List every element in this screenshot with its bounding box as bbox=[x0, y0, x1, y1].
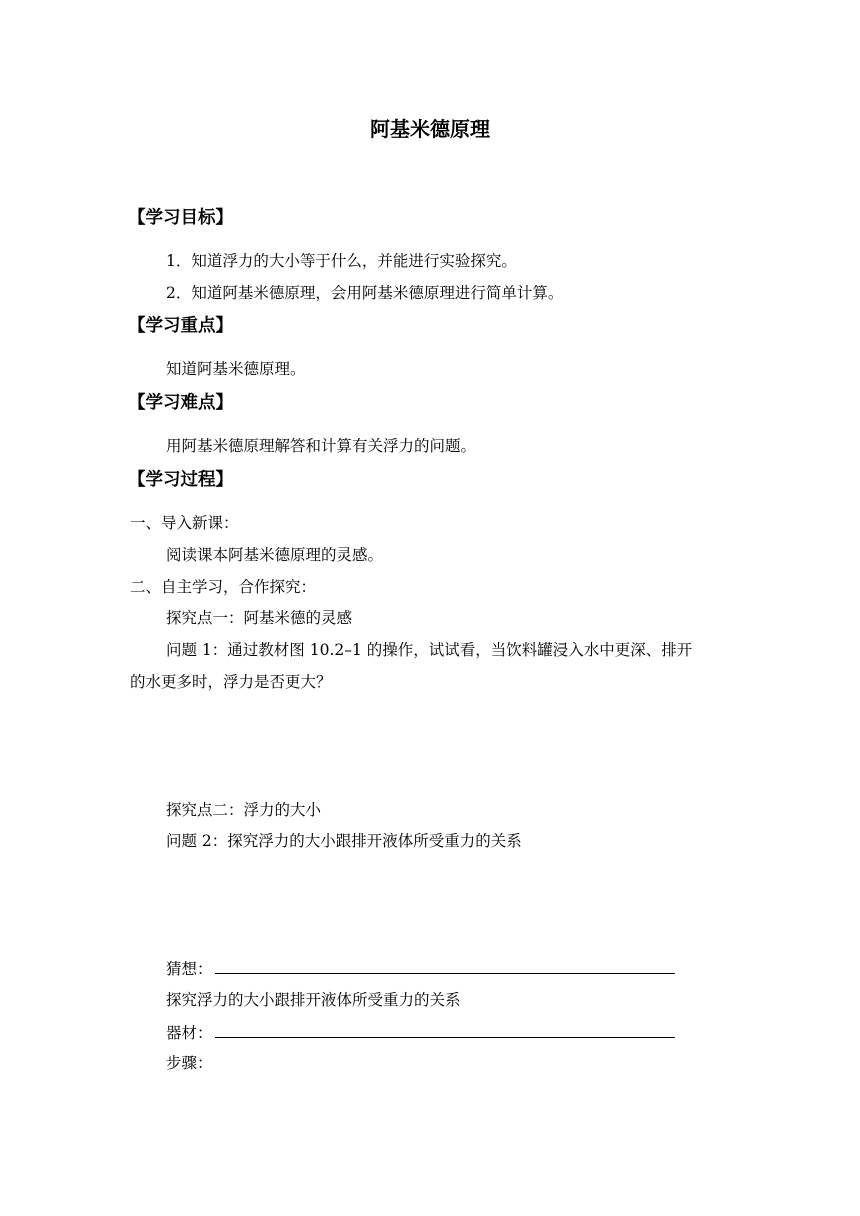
part2-title: 二、自主学习，合作探究： bbox=[130, 578, 317, 596]
steps-label: 步骤： bbox=[166, 1054, 213, 1072]
question-2-repeat: 探究浮力的大小跟排开液体所受重力的关系 bbox=[166, 991, 461, 1009]
equipment-label: 器材： bbox=[166, 1024, 213, 1042]
difficulty-heading: 【学习难点】 bbox=[128, 393, 233, 413]
goals-heading: 【学习目标】 bbox=[128, 208, 233, 228]
question-2: 问题 2：探究浮力的大小跟排开液体所受重力的关系 bbox=[166, 832, 522, 850]
guess-label: 猜想： bbox=[166, 960, 213, 978]
process-heading: 【学习过程】 bbox=[128, 470, 233, 490]
inquiry-point-1: 探究点一：阿基米德的灵感 bbox=[166, 609, 353, 627]
question-1-line-1: 问题 1：通过教材图 10.2–1 的操作，试试看，当饮料罐浸入水中更深、排开 bbox=[166, 641, 693, 659]
question-1-line-2: 的水更多时，浮力是否更大？ bbox=[130, 673, 332, 691]
goal-item-2: 2．知道阿基米德原理，会用阿基米德原理进行简单计算。 bbox=[166, 284, 564, 302]
equipment-line bbox=[166, 1022, 675, 1043]
difficulty-text: 用阿基米德原理解答和计算有关浮力的问题。 bbox=[166, 437, 477, 455]
part1-text: 阅读课本阿基米德原理的灵感。 bbox=[166, 546, 384, 564]
key-text: 知道阿基米德原理。 bbox=[166, 360, 306, 378]
inquiry-point-2: 探究点二：浮力的大小 bbox=[166, 801, 322, 819]
goal-item-1: 1．知道浮力的大小等于什么，并能进行实验探究。 bbox=[166, 252, 517, 270]
key-heading: 【学习重点】 bbox=[128, 316, 233, 336]
page-title: 阿基米德原理 bbox=[370, 117, 490, 141]
guess-line bbox=[166, 958, 675, 979]
part1-title: 一、导入新课： bbox=[130, 514, 239, 532]
equipment-blank[interactable] bbox=[215, 1022, 675, 1038]
guess-blank[interactable] bbox=[215, 958, 675, 974]
